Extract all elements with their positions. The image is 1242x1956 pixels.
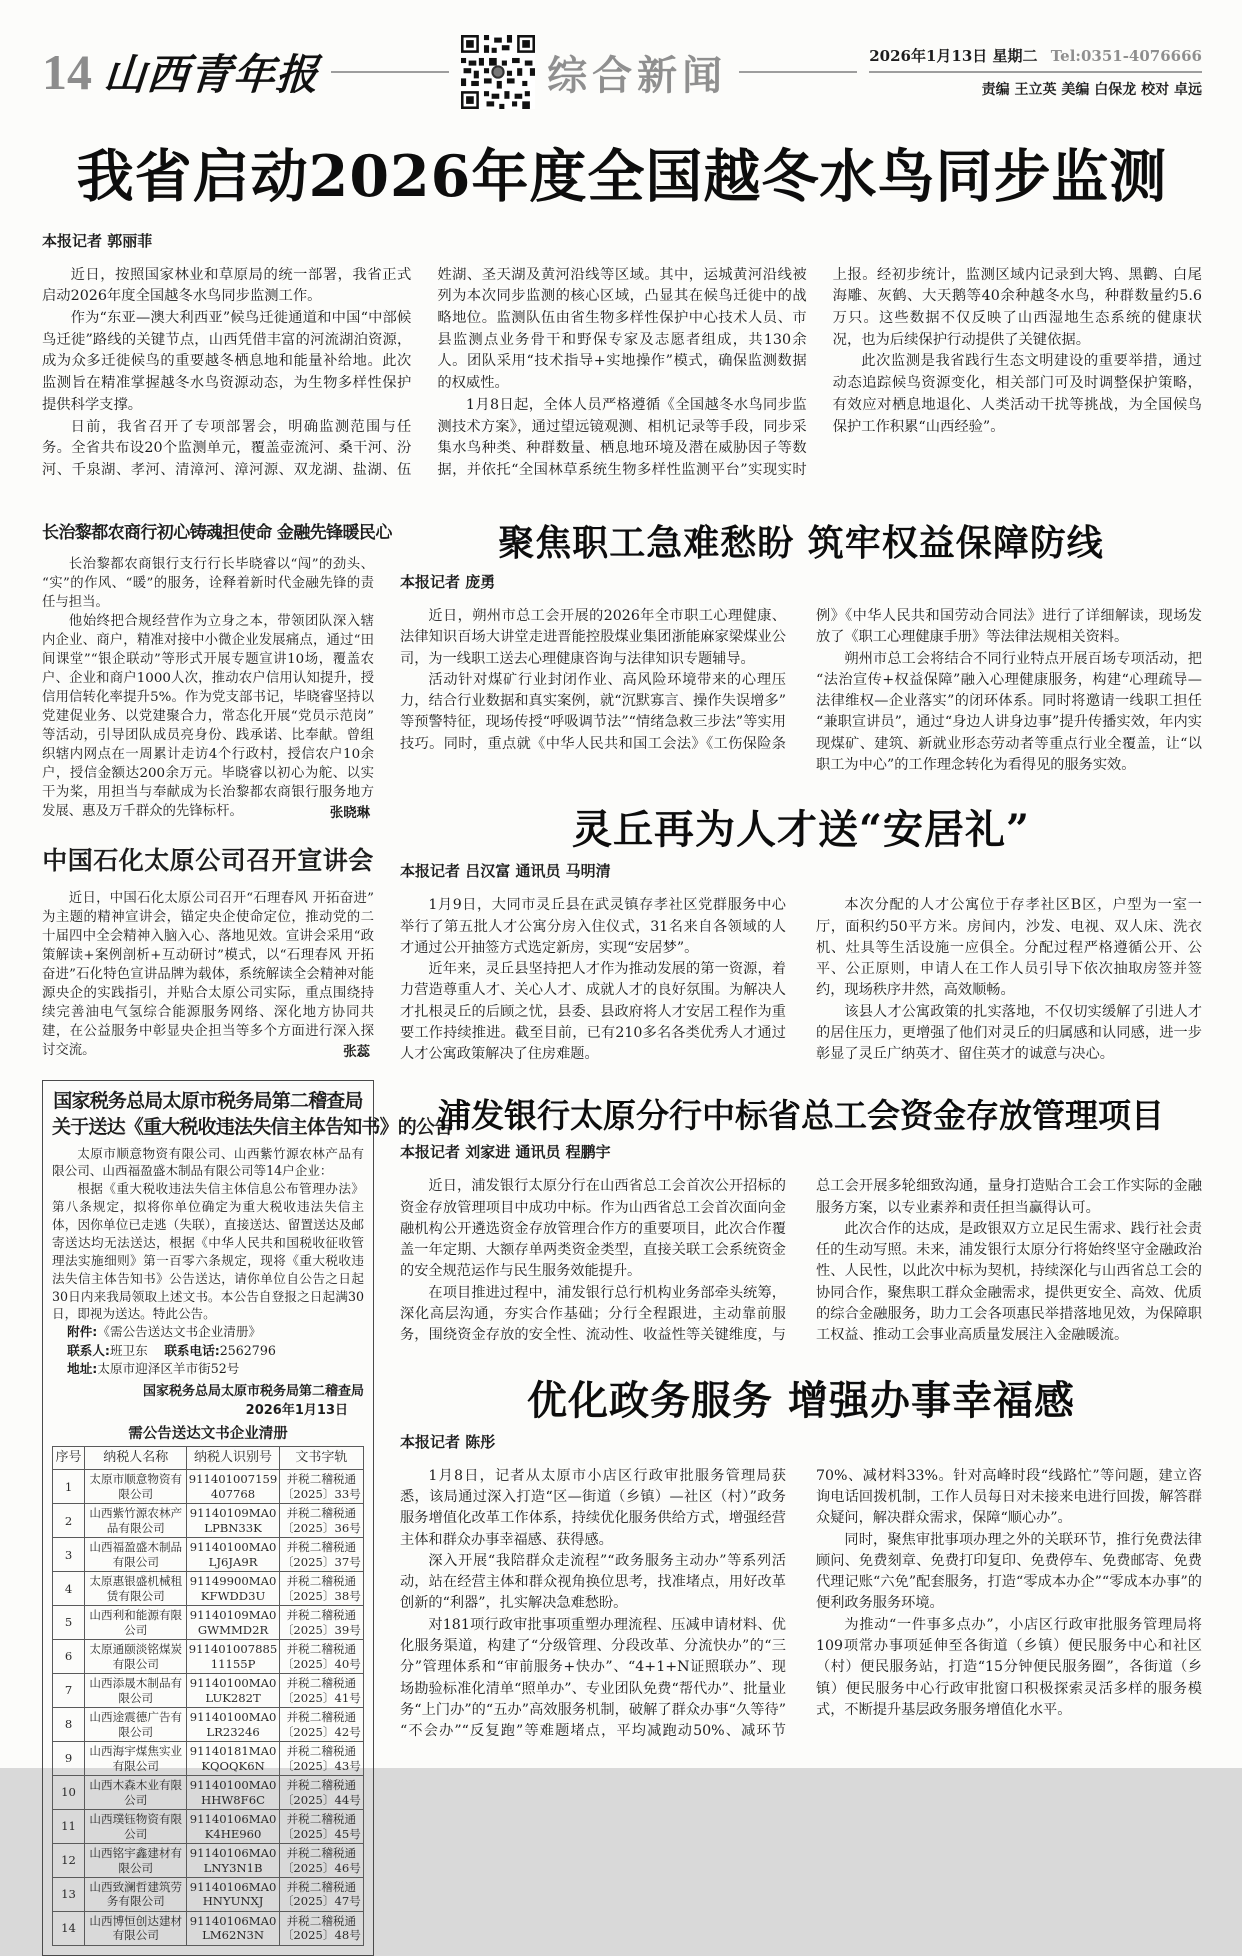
table-header-cell: 文书字轨 bbox=[279, 1447, 363, 1470]
phone-number: Tel:0351-4076666 bbox=[1050, 47, 1202, 65]
table-row bbox=[53, 1538, 364, 1572]
paragraph: 1月9日，大同市灵丘县在武灵镇存孝社区党群服务中心举行了第五批人才公寓分房入住仪式，31名来自各领域的人才通过公开抽签方式选定新房，实现“安居梦”。 bbox=[400, 897, 786, 956]
table-cell: 6 bbox=[53, 1640, 85, 1674]
article-body bbox=[400, 895, 1202, 1065]
paragraph: 该县人才公寓政策的扎实落地，不仅切实缓解了引进人才的居住压力，更增强了他们对灵丘的归属感和认同感，进一步彰显了灵丘广纳英才、留住英才的诚意与决心。 bbox=[816, 1003, 1202, 1063]
table-cell: 4 bbox=[53, 1572, 85, 1606]
article-body bbox=[400, 606, 1202, 776]
table-row bbox=[53, 1911, 364, 1945]
article-byline: 本报记者 庞勇 bbox=[400, 572, 496, 591]
table-cell: 91140100MA0LR23246 bbox=[187, 1708, 279, 1742]
article-title: 优化政务服务 增强办事幸福感 bbox=[527, 1376, 1075, 1424]
table-cell: 并税二稽税通〔2025〕44号 bbox=[279, 1776, 363, 1810]
table-header-cell: 纳税人识别号 bbox=[187, 1447, 279, 1470]
table-cell: 13 bbox=[53, 1877, 85, 1911]
table-row bbox=[53, 1742, 364, 1776]
lead-article-body bbox=[42, 265, 1202, 482]
table-cell: 山西致澜哲建筑劳务有限公司 bbox=[85, 1877, 187, 1911]
table-cell: 太原通颐淡铭煤炭有限公司 bbox=[85, 1640, 187, 1674]
attachment-label: 附件: bbox=[67, 1324, 98, 1340]
paragraph: 在项目推进过程中，浦发银行总行机构业务部牵头统筹，深化高层沟通，夯实合作基础；分行全程跟进，主动靠前服务，围绕资金存放的安全性、流动性、收益性等关键维度，与总工会开展多轮细致沟通，量身打造贴合工会工作实际的金融服务方案，以专业素养和责任担当赢得认可。 bbox=[400, 1178, 1202, 1344]
header-rule-left bbox=[331, 71, 449, 73]
notice-address bbox=[52, 1360, 364, 1378]
notice-body bbox=[52, 1145, 364, 1324]
table-cell: 并税二稽税通〔2025〕36号 bbox=[279, 1504, 363, 1538]
paragraph: 同时，聚焦审批事项办理之外的关联环节，推行免费法律顾问、免费刻章、免费打印复印、免费停车、免费邮寄、免费代理记账“六免”配套服务，打造“零成本办企”“零成本办事”的便利政务服务环境。 bbox=[816, 1531, 1202, 1612]
article-title: 长治黎都农商行初心铸魂担使命 金融先锋暖民心 bbox=[42, 522, 392, 543]
phone-label: 联系电话: bbox=[164, 1342, 220, 1358]
table-cell: 山西木森木业有限公司 bbox=[85, 1776, 187, 1810]
contact-value: 班卫东 bbox=[109, 1342, 148, 1358]
table-cell: 山西紫竹源农林产品有限公司 bbox=[85, 1504, 187, 1538]
table-cell: 并税二稽税通〔2025〕38号 bbox=[279, 1572, 363, 1606]
article-workers-rights bbox=[400, 522, 1202, 777]
table-cell: 11 bbox=[53, 1810, 85, 1844]
notice-attachment bbox=[52, 1323, 364, 1341]
article-byline: 本报记者 刘家进 通讯员 程鹏宇 bbox=[400, 1143, 611, 1162]
paragraph: 1月8日起，全体人员严格遵循《全国越冬水鸟同步监测技术方案》，通过望远镜观测、相机记录等手段，同步采集水鸟种类、种群数量、栖息地环境及潜在威胁因子等数据，并依托“全国林草系统生物多样性监测平台”实现实时上报。经初步统计，监测区域内记录到大鸨、黑鹳、白尾海雕、灰鹤、大天鹅等40余种越冬水鸟，种群数量约5.6万只。这些数据不仅反映了山西湿地生态系统的健康状况，也为后续保护行动提供了关键依据。 bbox=[437, 266, 1202, 479]
table-cell: 并税二稽税通〔2025〕45号 bbox=[279, 1810, 363, 1844]
table-header-cell: 纳税人名称 bbox=[85, 1447, 187, 1470]
newspaper-masthead: 山西青年报 bbox=[102, 50, 321, 99]
article-changzhi-bank bbox=[42, 518, 392, 822]
paragraph: 朔州市总工会将结合不同行业特点开展百场专项活动，把“法治宣传+权益保障”融入心理健康服务，构建“心理疏导—法律维权—企业落实”的闭环体系。同时将邀请一线职工担任“兼职宣讲员”，通过“身边人讲身边事”提升传播实效，年内实现煤矿、建筑、新就业形态劳动者等重点行业全覆盖，让“以职工为中心”的工作理念转化为看得见的服务实效。 bbox=[816, 650, 1202, 773]
paragraph: 本次分配的人才公寓位于存孝社区B区，户型为一室一厅，面积约50平方米。房间内，沙发、电视、双人床、洗衣机、灶具等生活设施一应俱全。分配过程严格遵循公开、公平、公正原则，申请人在工作人员引导下依次抽取房签并签约，现场秩序井然，高效顺畅。 bbox=[816, 897, 1202, 999]
table-cell: 并税二稽税通〔2025〕39号 bbox=[279, 1606, 363, 1640]
table-row bbox=[53, 1504, 364, 1538]
table-row bbox=[53, 1674, 364, 1708]
table-cell: 9 bbox=[53, 1742, 85, 1776]
header-meta bbox=[869, 45, 1202, 99]
table-cell: 91140106MA0HNYUNXJ bbox=[187, 1877, 279, 1911]
article-body bbox=[400, 1176, 1202, 1346]
table-cell: 太原市顺意物资有限公司 bbox=[85, 1470, 187, 1504]
table-cell: 91140109MA0LPBN33K bbox=[187, 1504, 279, 1538]
article-gov-service bbox=[400, 1377, 1202, 1743]
table-cell: 91140100MA0LUK282T bbox=[187, 1674, 279, 1708]
address-value: 太原市迎泽区羊市街52号 bbox=[97, 1360, 240, 1376]
paragraph: 太原市顺意物资有限公司、山西紫竹源农林产品有限公司、山西福盈盛木制品有限公司等14户企业： bbox=[52, 1145, 364, 1179]
table-cell: 山西添晟木制品有限公司 bbox=[85, 1674, 187, 1708]
table-cell: 并税二稽税通〔2025〕46号 bbox=[279, 1844, 363, 1878]
article-sinopec-taiyuan bbox=[42, 841, 374, 1060]
notice-title-line1: 国家税务总局太原市税务局第二稽查局 bbox=[53, 1090, 363, 1113]
table-cell: 山西利和能源有限公司 bbox=[85, 1606, 187, 1640]
page-number: 14 bbox=[42, 44, 92, 100]
table-cell: 山西铭宇鑫建材有限公司 bbox=[85, 1844, 187, 1878]
table-cell: 8 bbox=[53, 1708, 85, 1742]
table-row bbox=[53, 1572, 364, 1606]
date-text: 2026年1月13日 星期二 bbox=[869, 47, 1038, 65]
table-header-cell: 序号 bbox=[53, 1447, 85, 1470]
table-cell: 10 bbox=[53, 1776, 85, 1810]
table-row bbox=[53, 1810, 364, 1844]
article-spdb-bid bbox=[400, 1096, 1202, 1347]
table-cell: 3 bbox=[53, 1538, 85, 1572]
table-cell: 91149900MA0KFWDD3U bbox=[187, 1572, 279, 1606]
table-cell: 山西途震德广告有限公司 bbox=[85, 1708, 187, 1742]
table-cell: 并税二稽税通〔2025〕47号 bbox=[279, 1877, 363, 1911]
table-cell: 91140106MA0LNY3N1B bbox=[187, 1844, 279, 1878]
paragraph: 此次合作的达成，是政银双方立足民生需求、践行社会责任的生动写照。未来，浦发银行太原分行将始终坚守金融政治性、人民性，以此次中标为契机，持续深化与山西省总工会的协同合作，聚焦职工群众金融需求，提供更安全、高效、优质的综合金融服务，助力工会各项惠民举措落地见效，为保障职工权益、推动工会事业高质量发展注入金融暖流。 bbox=[816, 1220, 1202, 1344]
qr-code-icon bbox=[461, 35, 535, 109]
table-cell: 山西璞钰物资有限公司 bbox=[85, 1810, 187, 1844]
header-rule-right bbox=[739, 71, 857, 73]
contact-label: 联系人: bbox=[67, 1342, 110, 1358]
article-byline: 本报记者 陈彤 bbox=[400, 1432, 496, 1451]
lead-article-title: 我省启动2026年度全国越冬水鸟同步监测 bbox=[76, 143, 1168, 210]
notice-contact bbox=[52, 1342, 364, 1360]
article-body bbox=[42, 889, 374, 1060]
section-title: 综合新闻 bbox=[547, 52, 728, 99]
table-cell: 91140106MA0K4HE960 bbox=[187, 1810, 279, 1844]
article-title: 浦发银行太原分行中标省总工会资金存放管理项目 bbox=[438, 1095, 1164, 1135]
table-cell: 91140100MA0HHW8F6C bbox=[187, 1776, 279, 1810]
table-row bbox=[53, 1776, 364, 1810]
article-byline: 本报记者 吕汉富 通讯员 马明清 bbox=[400, 862, 611, 881]
table-row bbox=[53, 1844, 364, 1878]
table-cell: 91140100MA0LJ6JA9R bbox=[187, 1538, 279, 1572]
table-cell: 2 bbox=[53, 1504, 85, 1538]
taxpayer-table bbox=[52, 1446, 364, 1946]
table-cell: 14 bbox=[53, 1911, 85, 1945]
table-cell: 1 bbox=[53, 1470, 85, 1504]
article-lingqiu-talent bbox=[400, 806, 1202, 1065]
table-cell: 并税二稽税通〔2025〕42号 bbox=[279, 1708, 363, 1742]
table-cell: 7 bbox=[53, 1674, 85, 1708]
table-row bbox=[53, 1640, 364, 1674]
paragraph: 1月8日，记者从太原市小店区行政审批服务管理局获悉，该局通过深入打造“区—街道（乡镇）—社区（村）”政务服务增值化改革工作体系，持续优化服务供给方式，增强经营主体和群众办事幸福感、获得感。 bbox=[400, 1467, 786, 1548]
paragraph: 根据《重大税收违法失信主体信息公布管理办法》第八条规定，拟将你单位确定为重大税收违法失信主体，因你单位已走逃（失联），直接送达、留置送达及邮寄送达均无法送达，根据《中华人民共和国税收征收管理法实施细则》第一百零六条规定，现将《重大税收违法失信主体告知书》公告送达，请你单位自公告之日起30日内来我局领取上述文书。本公告自登报之日起满30日，即视为送达。特此公告。 bbox=[52, 1181, 364, 1322]
paragraph: 近日，按照国家林业和草原局的统一部署，我省正式启动2026年度全国越冬水鸟同步监测工作。 bbox=[42, 266, 412, 305]
article-title: 聚焦职工急难愁盼 筑牢权益保障防线 bbox=[498, 521, 1104, 564]
table-cell: 91140100788511155P bbox=[187, 1640, 279, 1674]
table-header-row bbox=[53, 1447, 364, 1470]
table-cell: 并税二稽税通〔2025〕33号 bbox=[279, 1470, 363, 1504]
table-cell: 12 bbox=[53, 1844, 85, 1878]
phone-value: 2562796 bbox=[219, 1342, 276, 1358]
table-cell: 山西博恒创达建材有限公司 bbox=[85, 1911, 187, 1945]
table-cell: 并税二稽税通〔2025〕48号 bbox=[279, 1911, 363, 1945]
notice-table-title: 需公告送达文书企业清册 bbox=[128, 1426, 288, 1443]
article-author: 张晓琳 bbox=[329, 805, 370, 822]
paragraph: 为推动“一件事多点办”，小店区行政审批服务管理局将109项常办事项延伸至各街道（乡镇）便民服务中心和社区（村）便民服务站，打造“15分钟便民服务圈”，各街道（乡镇）便民服务中心行政审批窗口积极探索灵活多样的服务模式，不断提升基层政务服务增值化水平。 bbox=[816, 1616, 1202, 1718]
date-line bbox=[869, 45, 1202, 71]
article-title: 中国石化太原公司召开宣讲会 bbox=[42, 846, 374, 876]
table-cell: 91140109MA0GWMMD2R bbox=[187, 1606, 279, 1640]
article-body bbox=[42, 555, 374, 821]
paragraph: 活动针对煤矿行业封闭作业、高风险环境带来的心理压力，结合行业数据和真实案例，就“沉默寡言、操作失误增多”等预警特征，现场传授“呼吸调节法”“情绪急救三步法”等实用技巧。同时，重点就《中华人民共和国工会法》《工伤保险条例》《中华人民共和国劳动合同法》进行了详细解读，现场发放了《职工心理健康手册》等法律法规相关资料。 bbox=[400, 607, 1202, 752]
table-cell: 911401007159407768 bbox=[187, 1470, 279, 1504]
paragraph: 近日，浦发银行太原分行在山西省总工会首次公开招标的资金存放管理项目中成功中标。作为山西省总工会首次面向金融机构公开遴选资金存放管理合作方的重要项目，此次合作覆盖一年定期、大额存单两类资金类型，直接关联工会系统资金的安全规范运作与民生服务效能提升。 bbox=[400, 1178, 786, 1280]
page-header bbox=[42, 30, 1202, 114]
table-cell: 并税二稽税通〔2025〕41号 bbox=[279, 1674, 363, 1708]
table-cell: 山西福盈盛木制品有限公司 bbox=[85, 1538, 187, 1572]
paragraph: 他始终把合规经营作为立身之本，带领团队深入辖内企业、商户，精准对接中小微企业发展痛点，通过“田间课堂”“银企联动”等形式开展专题宣讲10场，覆盖农户、企业和商户1000人次，推动农户信用认知提升，授信用信转化率提升5%。作为党支部书记，毕晓睿坚持以党建促业务、以党建聚合力，常态化开展“党员示范岗”等活动，引导团队成员亮身份、践承诺、比奉献。曾组织辖内网点在一周累计走访4个行政村，授信农户10余户，授信金额达200余万元。毕晓睿以初心为舵、以实干为桨，用担当与奉献成为长治黎都农商银行服务地方发展、惠及万千群众的先锋标杆。 bbox=[42, 613, 374, 820]
table-cell: 并税二稽税通〔2025〕40号 bbox=[279, 1640, 363, 1674]
article-body bbox=[400, 1466, 1202, 1743]
staff-line: 责编 王立英 美编 白保龙 校对 卓远 bbox=[981, 82, 1202, 98]
table-cell: 91140106MA0LM62N3N bbox=[187, 1911, 279, 1945]
table-cell: 并税二稽税通〔2025〕37号 bbox=[279, 1538, 363, 1572]
paragraph: 深入开展“我陪群众走流程”“政务服务主动办”等系列活动，站在经营主体和群众视角换位思考，找准堵点，用好改革创新的“利器”，扎实解决急难愁盼。 bbox=[400, 1552, 786, 1612]
paragraph: 近年来，灵丘县坚持把人才作为推动发展的第一资源，着力营造尊重人才、关心人才、成就人才的良好氛围。为解决人才扎根灵丘的后顾之忧，县委、县政府将人才安居工程作为重要工作持续推进。截至目前，已有210多名各类优秀人才通过人才公寓政策解决了住房难题。 bbox=[400, 961, 786, 1063]
paragraph: 此次监测是我省践行生态文明建设的重要举措，通过动态追踪候鸟资源变化，相关部门可及时调整保护策略，有效应对栖息地退化、人类活动干扰等挑战，为全国候鸟保护工作积累“山西经验”。 bbox=[832, 353, 1202, 435]
right-column bbox=[400, 512, 1202, 1956]
paragraph: 对181项行政审批事项重塑办理流程、压减申请材料、优化服务渠道，构建了“分级管理、分段改革、分流快办”的“三分”管理体系和“审前服务+快办”、“4+1+N证照联办”、现场勘验标准化清单“照单办”、专业团队免费“帮代办”、批量业务“上门办”的“五办”高效服务机制，破解了群众办事“久等待”“不会办”“反复跑”等难题堵点，平均减跑动50%、减环节70%、减材料33%。针对高峰时段“线路忙”等问题，建立咨询电话回拨机制，工作人员每日对未接来电进行回拨，解答群众疑问，解决群众需求，保障“顺心办”。 bbox=[400, 1467, 1202, 1740]
table-row bbox=[53, 1708, 364, 1742]
lower-section bbox=[42, 512, 1202, 1956]
address-label: 地址: bbox=[67, 1360, 98, 1376]
paragraph: 近日，中国石化太原公司召开“石理春风 开拓奋进”为主题的精神宣讲会，锚定央企使命定位，推动党的二十届四中全会精神入脑入心、落地见效。宣讲会采用“政策解读+案例剖析+互动研讨”模式，以“石理春风 开拓奋进”石化特色宣讲品牌为载体，系统解读全会精神对能源央企的实践指引，并贴合太原公司实际，重点围绕持续完善油电气氢综合能源服务网络、深化地方协同共建，在公益服务中彰显央企担当等多个方面进行深入探讨交流。 bbox=[42, 891, 374, 1059]
lead-article bbox=[42, 144, 1202, 482]
article-title: 灵丘再为人才送“安居礼” bbox=[571, 806, 1030, 854]
lead-article-byline: 本报记者 郭丽菲 bbox=[42, 231, 153, 250]
table-cell: 91140181MA0KQOQK6N bbox=[187, 1742, 279, 1776]
table-cell: 5 bbox=[53, 1606, 85, 1640]
table-row bbox=[53, 1470, 364, 1504]
table-cell: 太原惠银盛机械租赁有限公司 bbox=[85, 1572, 187, 1606]
paragraph: 近日，朔州市总工会开展的2026年全市职工心理健康、法律知识百场大讲堂走进晋能控股煤业集团浙能麻家梁煤业公司，为一线职工送去心理健康咨询与法律知识专题辅导。 bbox=[400, 607, 786, 667]
paragraph: 长治黎都农商银行支行行长毕晓睿以“闯”的劲头、“实”的作风、“暖”的服务，诠释着新时代金融先锋的责任与担当。 bbox=[42, 556, 374, 610]
table-row bbox=[53, 1606, 364, 1640]
notice-date: 2026年1月13日 bbox=[245, 1403, 348, 1419]
table-cell: 并税二稽税通〔2025〕43号 bbox=[279, 1742, 363, 1776]
paragraph: 作为“东亚—澳大利西亚”候鸟迁徙通道和中国“中部候鸟迁徙”路线的关键节点，山西凭借丰富的河流湖泊资源，成为众多迁徙候鸟的重要越冬栖息地和能量补给地。此次监测旨在精准掌握越冬水鸟资源动态，为生物多样性保护提供科学支撑。 bbox=[42, 309, 412, 413]
table-body bbox=[53, 1470, 364, 1946]
paragraph: 日前，我省召开了专项部署会，明确监测范围与任务。全省共布设20个监测单元，覆盖壶流河、桑干河、汾河、千泉湖、孝河、清漳河、漳河源、双龙湖、盐湖、伍姓湖、圣天湖及黄河沿线等区域。其中，运城黄河沿线被列为本次同步监测的核心区域，凸显其在候鸟迁徙中的战略地位。监测队伍由省生物多样性保护中心技术人员、市县监测点业务骨干和野保专家及志愿者组成，共130余人。团队采用“技术指导+实地操作”模式，确保监测数据的权威性。 bbox=[42, 266, 807, 479]
table-row bbox=[53, 1877, 364, 1911]
notice-title-line2: 关于送达《重大税收违法失信主体告知书》的公告 bbox=[52, 1115, 453, 1138]
attachment-value: 《需公告送达文书企业清册》 bbox=[97, 1324, 262, 1340]
article-author: 张蕊 bbox=[343, 1044, 370, 1061]
notice-signature: 国家税务总局太原市税务局第二稽查局 bbox=[142, 1384, 364, 1400]
table-cell: 山西海宇煤焦实业有限公司 bbox=[85, 1742, 187, 1776]
